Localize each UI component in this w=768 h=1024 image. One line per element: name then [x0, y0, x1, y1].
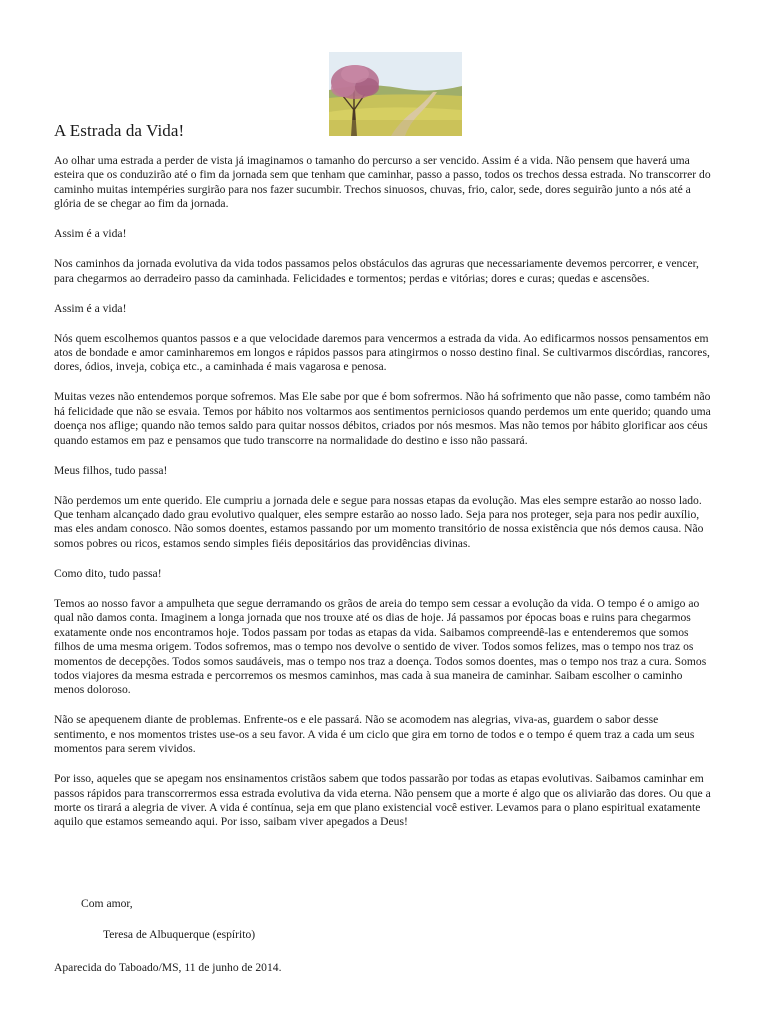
road-tree-illustration — [329, 52, 462, 136]
paragraph: Não perdemos um ente querido. Ele cumpriu a jornada dele e segue para nossas etapas da evolução. Mas eles sempre estarão ao nosso lado. Que tenham alcançado dado grau evolutivo qualquer, eles sempre estarão ao nosso lado. Seja para nos proteger, seja para nos pedir auxílio, mas eles andam conosco. Não somos doentes, estamos passando por um momento transitório de nossa existência que nós demos causa. Não somos pobres ou ricos, estamos sendo simples fiéis depositários das providências divinas. — [54, 493, 704, 550]
paragraph: Assim é a vida! — [54, 227, 127, 241]
paragraph: Meus filhos, tudo passa! — [54, 463, 168, 477]
closing-salutation: Com amor, — [81, 897, 133, 910]
closing-place-date: Aparecida do Taboado/MS, 11 de junho de 2014. — [54, 961, 282, 974]
header-image — [329, 52, 462, 136]
document-body — [54, 154, 714, 845]
paragraph: Nos caminhos da jornada evolutiva da vida todos passamos pelos obstáculos das agruras que necessariamente devemos percorrer, e vencer, para chegarmos ao derradeiro passo da caminhada. Felicidades e tormentos; perdas e vitórias; dores e curas; quedas e ascensões. — [54, 257, 699, 285]
closing-author: Teresa de Albuquerque (espírito) — [103, 928, 256, 941]
paragraph: Como dito, tudo passa! — [54, 566, 162, 580]
paragraph: Não se apequenem diante de problemas. Enfrente-os e ele passará. Não se acomodem nas alegrias, viva-as, guardem o sabor desse sentimento, e nos momentos tristes use-os a seu favor. A vida é um ciclo que gira em torno de todos e o tempo é quem traz a cada um seus momentos para serem vividos. — [54, 713, 695, 756]
paragraph: Ao olhar uma estrada a perder de vista já imaginamos o tamanho do percurso a ser vencido. Assim é a vida. Não pensem que haverá uma esteira que os conduzirão até o fim da jornada sem que tenham que caminhar, passo a passo, todos os trechos dessa estrada. No transcorrer do caminho muitas intempéries surgirão para nos fazer sucumbir. Trechos sinuosos, chuvas, frio, calor, sede, dores seguirão junto a nós até a glória de se chegar ao fim da jornada. — [54, 154, 711, 211]
paragraph: Temos ao nosso favor a ampulheta que segue derramando os grãos de areia do tempo sem cessar a evolução da vida. O tempo é o amigo ao qual não damos conta. Imaginem a longa jornada que nos trouxe até os dias de hoje. Já passamos por épocas boas e ruins para chegarmos exatamente onde nos encontramos hoje. Todos passam por todas as etapas da vida. Saibamos compreendê-las e entenderemos que somos filhos de uma mesma origem. Todos sofremos, mas o tempo nos devolve o sentido de viver. Todos somos felizes, mas o tempo nos traz os momentos de decepções. Todos somos saudáveis, mas o tempo nos traz a doença. Todos somos doentes, mas o tempo nos traz a cura. Somos todos viajores da mesma estrada e percorremos os mesmos caminhos, mas cada à sua maneira de caminhar. Saibam escolher o caminho menos doloroso. — [54, 596, 707, 697]
paragraph: Muitas vezes não entendemos porque sofremos. Mas Ele sabe por que é bom sofrermos. Não há sofrimento que não passe, como também não há felicidade que não se esvaia. Temos por hábito nos voltarmos aos sentimentos perniciosos quando perdemos um ente querido; quando uma doença nos aflige; quando não temos saldo para quitar nossos débitos, criados por nós mesmos. Mas não temos por hábito glorificar aos céus quando estamos em paz e pensamos que tudo transcorre na normalidade do destino e isso não passará. — [54, 390, 711, 447]
page-title: A Estrada da Vida! — [54, 121, 185, 140]
paragraph: Nós quem escolhemos quantos passos e a que velocidade daremos para vencermos a estrada da vida. Ao edificarmos nossos pensamentos em atos de bondade e amor caminharemos em longos e rápidos passos para atingirmos o nosso destino final. Se cultivarmos discórdias, rancores, dores, ódios, inveja, cobiça etc., a caminhada é mais vagarosa e penosa. — [54, 331, 710, 374]
paragraph: Assim é a vida! — [54, 301, 127, 315]
paragraph: Por isso, aqueles que se apegam nos ensinamentos cristãos sabem que todos passarão por todas as etapas evolutivas. Saibamos caminhar em passos rápidos para transcorrermos essa estrada evolutiva da vida eterna. Não pensem que a morte é algo que os aliviarão das dores. Ou que a morte os tirará a alegria de viver. A vida é contínua, seja em que plano existencial você estiver. Levamos para o plano espiritual exatamente aquilo que estamos semeando aqui. Por isso, saibam viver apegados a Deus! — [54, 772, 711, 829]
